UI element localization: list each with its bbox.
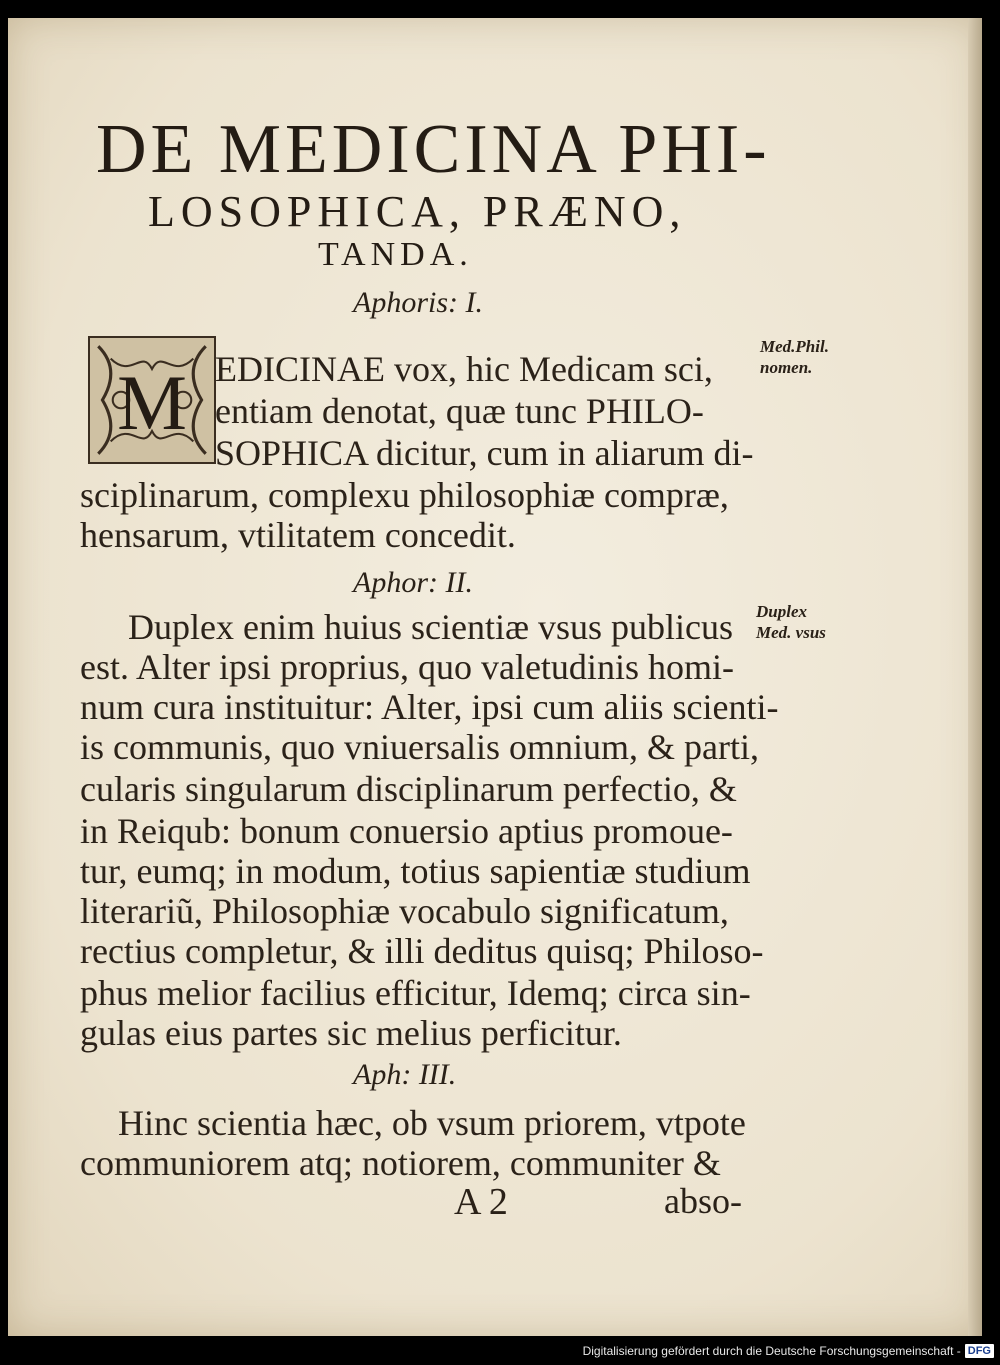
dfg-logo-icon: DFG <box>965 1344 994 1358</box>
text-line: hensarum, vtilitatem concedit. <box>80 515 516 555</box>
margin-note-2: Duplex Med. vsus <box>756 602 826 642</box>
text-line: literariũ, Philosophiæ vocabulo significatum, <box>80 891 729 931</box>
text-line: num cura instituitur: Alter, ipsi cum aliis scienti- <box>80 687 779 727</box>
decorated-initial <box>88 336 216 464</box>
text-line: Duplex enim huius scientiæ vsus publicus <box>128 607 733 647</box>
text-line: entiam denotat, quæ tunc PHILO- <box>215 391 704 431</box>
book-page <box>8 18 982 1336</box>
text-line: in Reiqub: bonum conuersio aptius promoue- <box>80 811 733 851</box>
text-line: cularis singularum disciplinarum perfectio, & <box>80 769 737 809</box>
ornament-initial-m-icon <box>90 338 214 462</box>
text-line: gulas eius partes sic melius perficitur. <box>80 1013 622 1053</box>
footer-text: Digitalisierung gefördert durch die Deutsche Forschungsgemeinschaft - <box>582 1344 961 1358</box>
aphorism-heading-1: Aphoris: I. <box>353 286 483 319</box>
page-edge <box>968 18 982 1336</box>
initial-letter: M <box>117 358 187 446</box>
aphorism-heading-3: Aph: III. <box>353 1058 457 1091</box>
text-line: tur, eumq; in modum, totius sapientiæ studium <box>80 851 751 891</box>
aphorism-heading-2: Aphor: II. <box>353 566 473 599</box>
text-line: phus melior facilius efficitur, Idemq; circa sin- <box>80 973 751 1013</box>
text-line: is communis, quo vniuersalis omnium, & parti, <box>80 727 759 767</box>
text-line: est. Alter ipsi proprius, quo valetudinis homi- <box>80 647 734 687</box>
text-line: SOPHICA dicitur, cum in aliarum di- <box>215 433 754 473</box>
footer-credit <box>583 1341 994 1361</box>
margin-note-1: Med.Phil. nomen. <box>760 337 829 377</box>
title-line-1: DE MEDICINA PHI- <box>96 111 771 188</box>
text-line: Hinc scientia hæc, ob vsum priorem, vtpote <box>118 1103 746 1143</box>
text-line: sciplinarum, complexu philosophiæ compræ, <box>80 475 729 515</box>
title-line-2: LOSOPHICA, PRÆNO, <box>148 187 687 236</box>
text-line: rectius completur, & illi deditus quisq; Philoso- <box>80 931 764 971</box>
title-line-3: TANDA. <box>318 236 473 273</box>
text-line: EDICINAE vox, hic Medicam sci, <box>215 349 713 389</box>
signature-mark: A 2 <box>454 1181 508 1223</box>
text-line: communiorem atq; notiorem, communiter & <box>80 1143 721 1183</box>
catchword: abso- <box>664 1181 742 1221</box>
